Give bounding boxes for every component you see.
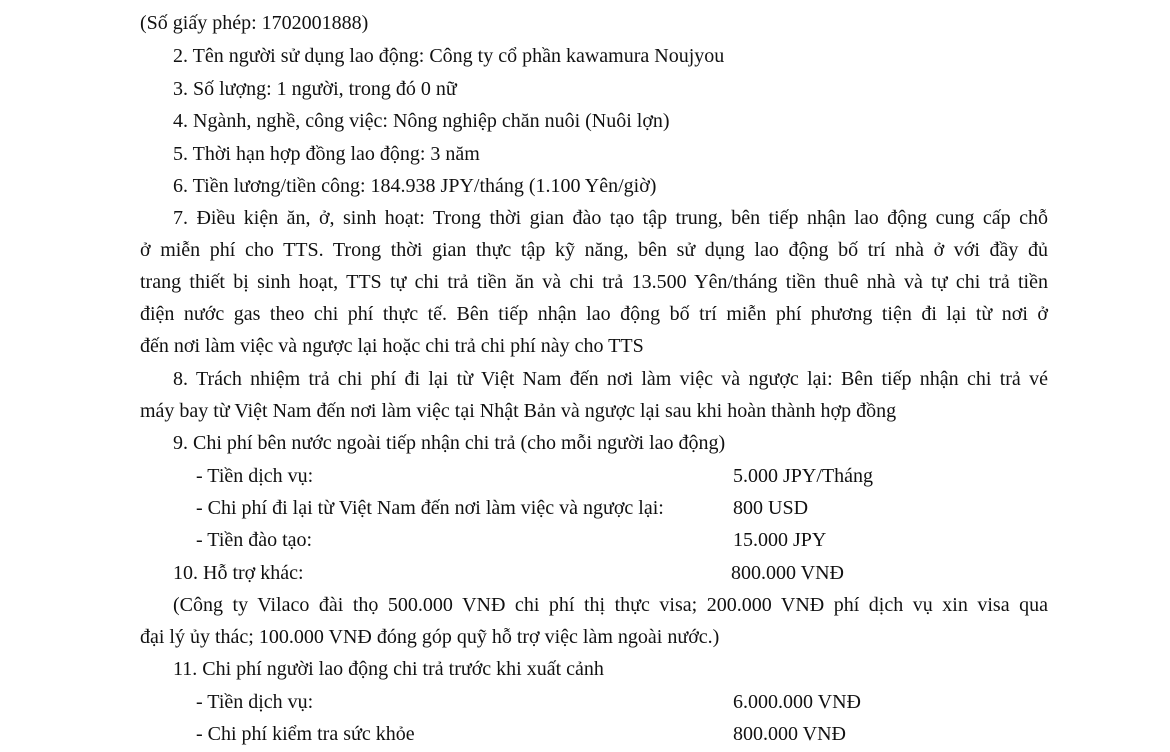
contract-term: 5. Thời hạn hợp đồng lao động: 3 năm: [173, 143, 480, 165]
worker-cost-value-service: 6.000.000 VNĐ: [733, 691, 861, 713]
other-support-note-line-2: đại lý ủy thác; 100.000 VNĐ đóng góp quỹ hỗ trợ việc làm ngoài nước.): [140, 626, 720, 648]
foreign-cost-label-travel: - Chi phí đi lại từ Việt Nam đến nơi làm việc và ngược lại:: [196, 497, 664, 519]
worker-cost-label-health: - Chi phí kiểm tra sức khỏe: [196, 723, 415, 745]
living-conditions-line-5: đến nơi làm việc và ngược lại hoặc chi trả chi phí này cho TTS: [140, 335, 644, 357]
travel-cost-line-2: máy bay từ Việt Nam đến nơi làm việc tại Nhật Bản và ngược lại sau khi hoàn thành hợp đồng: [140, 400, 897, 422]
employer-name: 2. Tên người sử dụng lao động: Công ty cổ phần kawamura Noujyou: [173, 45, 725, 67]
foreign-cost-value-training: 15.000 JPY: [733, 529, 827, 551]
living-conditions-line-3: trang thiết bị sinh hoạt, TTS tự chi trả tiền ăn và chi trả 13.500 Yên/tháng tiền thuê nhà và tự chi trả tiền: [140, 271, 1048, 293]
living-conditions-line-2: ở miễn phí cho TTS. Trong thời gian thực tập kỹ năng, bên sử dụng lao động bố trí nhà ở với đầy đủ: [140, 239, 1048, 261]
foreign-cost-label-service: - Tiền dịch vụ:: [196, 465, 314, 487]
salary: 6. Tiền lương/tiền công: 184.938 JPY/tháng (1.100 Yên/giờ): [173, 175, 657, 197]
worker-cost-label-service: - Tiền dịch vụ:: [196, 691, 314, 713]
industry: 4. Ngành, nghề, công việc: Nông nghiệp chăn nuôi (Nuôi lợn): [173, 110, 670, 132]
foreign-cost-value-travel: 800 USD: [733, 497, 809, 519]
other-support-value: 800.000 VNĐ: [731, 562, 844, 584]
worker-cost-value-health: 800.000 VNĐ: [733, 723, 846, 745]
other-support-note-line-1: (Công ty Vilaco đài thọ 500.000 VNĐ chi phí thị thực visa; 200.000 VNĐ phí dịch vụ xin visa qua: [173, 594, 1048, 616]
license-number: (Số giấy phép: 1702001888): [140, 12, 369, 34]
foreign-cost-heading: 9. Chi phí bên nước ngoài tiếp nhận chi trả (cho mỗi người lao động): [173, 432, 726, 454]
foreign-cost-label-training: - Tiền đào tạo:: [196, 529, 313, 551]
foreign-cost-value-service: 5.000 JPY/Tháng: [733, 465, 873, 487]
living-conditions-line-4: điện nước gas theo chi phí thực tế. Bên tiếp nhận lao động bố trí miễn phí phương tiện đi lại từ nơi ở: [140, 303, 1048, 325]
worker-cost-heading: 11. Chi phí người lao động chi trả trước khi xuất cảnh: [173, 658, 604, 680]
travel-cost-line-1: 8. Trách nhiệm trả chi phí đi lại từ Việt Nam đến nơi làm việc và ngược lại: Bên tiếp nhận chi trả vé: [173, 368, 1048, 390]
living-conditions-line-1: 7. Điều kiện ăn, ở, sinh hoạt: Trong thời gian đào tạo tập trung, bên tiếp nhận lao động cung cấp chỗ: [173, 207, 1048, 229]
quantity: 3. Số lượng: 1 người, trong đó 0 nữ: [173, 78, 457, 100]
other-support-label: 10. Hỗ trợ khác:: [173, 562, 304, 584]
